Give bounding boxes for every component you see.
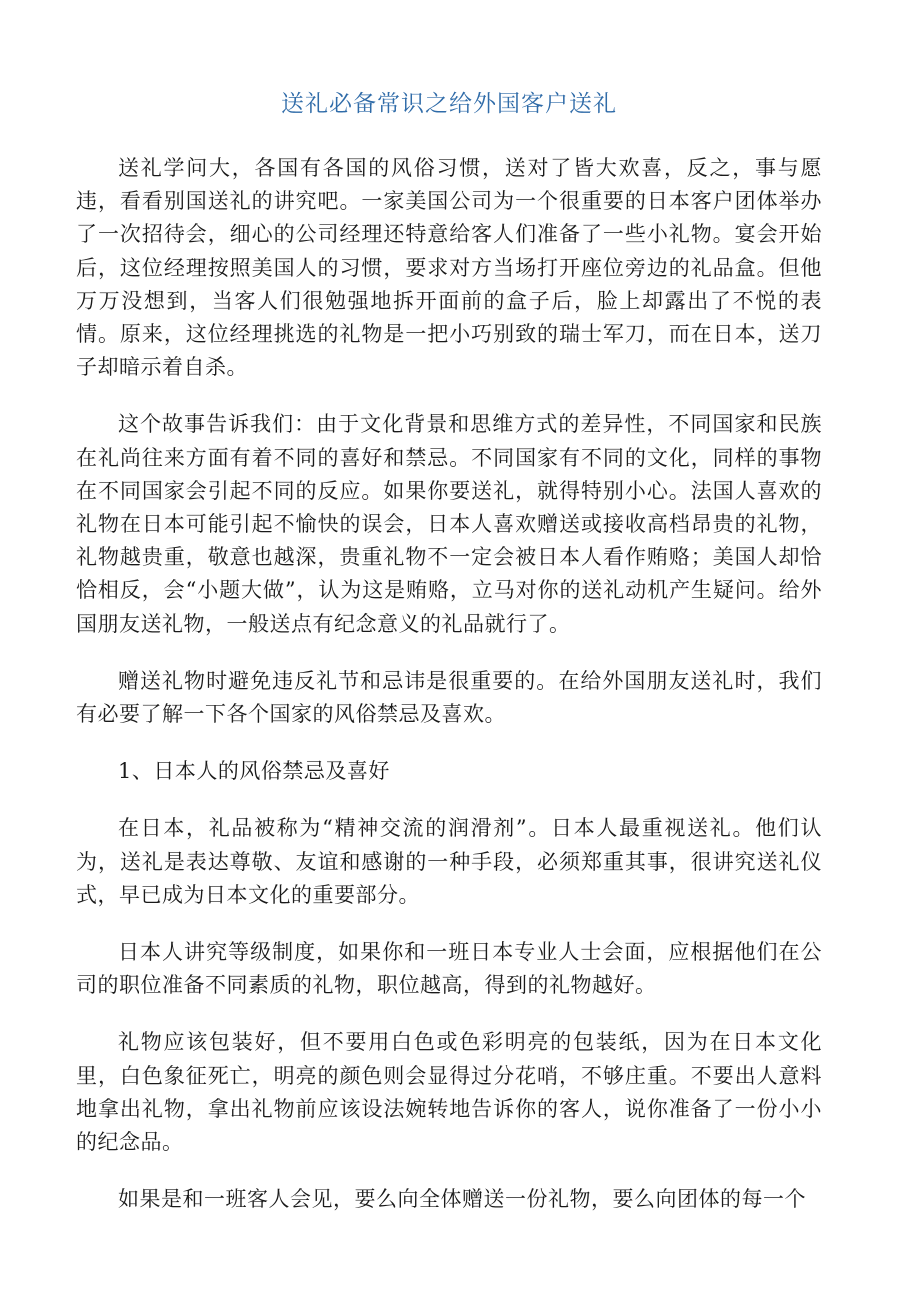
section-heading-japan: 1、日本人的风俗禁忌及喜好 xyxy=(118,759,390,784)
intro-paragraph-1: 送礼学问大，各国有各国的风俗习惯，送对了皆大欢喜，反之，事与愿违，看看别国送礼的讲究吧。一家美国公司为一个很重要的日本客户团体举办了一次招待会，细心的公司经理还特意给客人们准备了一些小礼物。宴会开始后，这位经理按照美国人的习惯，要求对方当场打开座位旁边的礼品盒。但他万万没想到，当客人们很勉强地拆开面前的盒子后，脸上却露出了不悦的表情。原来，这位经理挑选的礼物是一把小巧别致的瑞士军刀，而在日本，送刀子却暗示着自杀。 xyxy=(76,156,822,380)
section-paragraph-3: 礼物应该包装好，但不要用白色或色彩明亮的包装纸，因为在日本文化里，白色象征死亡，明亮的颜色则会显得过分花哨，不够庄重。不要出人意料地拿出礼物，拿出礼物前应该设法婉转地告诉你的客人，说你准备了一份小小的纪念品。 xyxy=(76,1030,822,1155)
section-paragraph-1: 在日本，礼品被称为“精神交流的润滑剂”。日本人最重视送礼。他们认为，送礼是表达尊敬、友谊和感谢的一种手段，必须郑重其事，很讲究送礼仪式，早已成为日本文化的重要部分。 xyxy=(76,816,822,907)
intro-paragraph-3: 赠送礼物时避免违反礼节和忌讳是很重要的。在给外国朋友送礼时，我们有必要了解一下各个国家的风俗禁忌及喜欢。 xyxy=(76,668,822,727)
section-paragraph-2: 日本人讲究等级制度，如果你和一班日本专业人士会面，应根据他们在公司的职位准备不同素质的礼物，职位越高，得到的礼物越好。 xyxy=(76,940,822,998)
section-paragraph-4: 如果是和一班客人会见，要么向全体赠送一份礼物，要么向团体的每一个 xyxy=(118,1187,806,1212)
intro-paragraph-2: 这个故事告诉我们：由于文化背景和思维方式的差异性，不同国家和民族在礼尚往来方面有着不同的喜好和禁忌。不同国家有不同的文化，同样的事物在不同国家会引起不同的反应。如果你要送礼，就得特别小心。法国人喜欢的礼物在日本可能引起不愉快的误会，日本人喜欢赠送或接收高档昂贵的礼物，礼物越贵重，敬意也越深，贵重礼物不一定会被日本人看作贿赂；美国人却恰恰相反，会“小题大做”，认为这是贿赂，立马对你的送礼动机产生疑问。给外国朋友送礼物，一般送点有纪念意义的礼品就行了。 xyxy=(76,412,822,636)
document-title: 送礼必备常识之给外国客户送礼 xyxy=(281,91,617,117)
document-page xyxy=(76,84,822,1240)
